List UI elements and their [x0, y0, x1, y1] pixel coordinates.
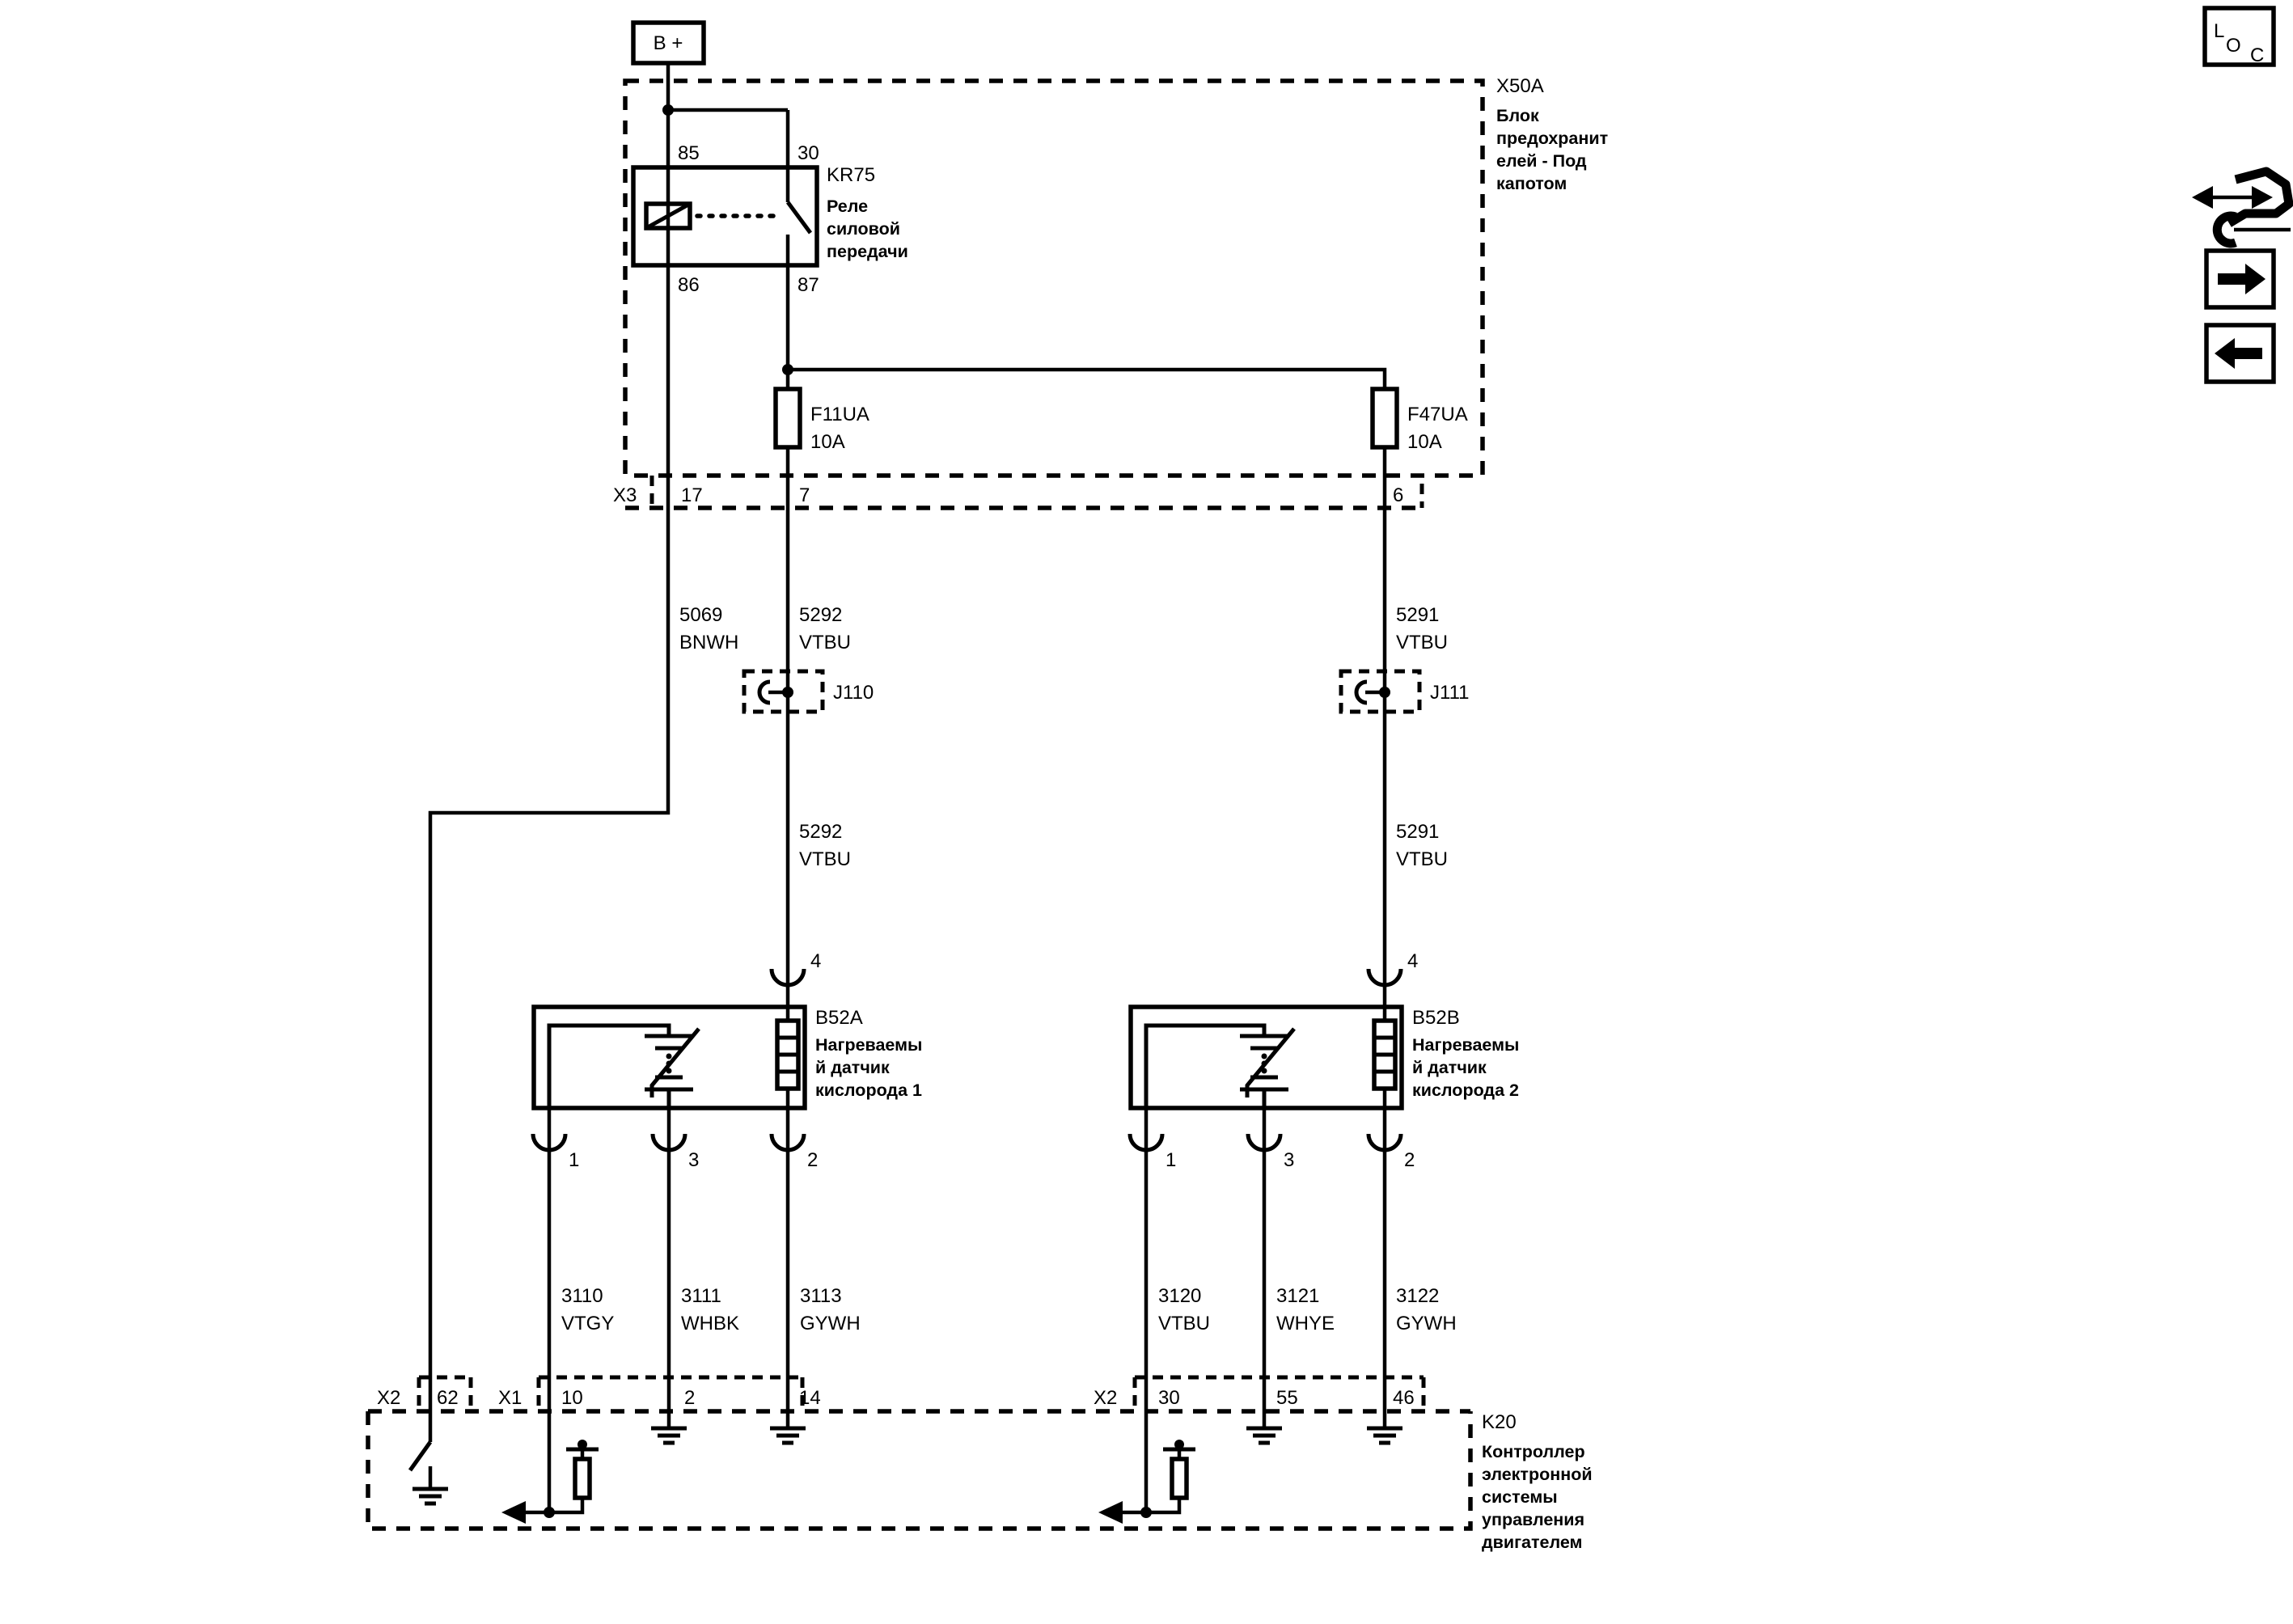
wire-5291-number-2: 5291	[1396, 821, 1440, 843]
connector-x3-pin-7: 7	[799, 484, 810, 506]
ecm-internal-switch	[410, 1442, 448, 1503]
relay-pin-87: 87	[797, 274, 819, 296]
fuse-block-code: X50A	[1496, 75, 1544, 97]
connector-x2-right-pin-30: 30	[1158, 1387, 1180, 1409]
wire-5069-color: BNWH	[679, 632, 739, 653]
splice-j111-label: J111	[1430, 682, 1470, 704]
relay-desc-3: передачи	[827, 242, 908, 261]
connector-x2-left-label: X2	[377, 1387, 401, 1409]
oxygen-sensor-1	[534, 1007, 805, 1108]
sensor1-pin3-label: 3	[688, 1149, 700, 1171]
connector-x1-pin-2: 2	[684, 1387, 696, 1409]
splice-j110	[744, 671, 823, 712]
ecm-ground-x2-55	[1246, 1428, 1282, 1443]
wiggle-test-wrench-icon[interactable]	[2192, 171, 2291, 243]
fuse-f47ua-rating: 10A	[1407, 431, 1442, 453]
wire-5291-number: 5291	[1396, 604, 1440, 626]
loc-letter-o: O	[2226, 35, 2241, 57]
oxygen-sensor-2	[1131, 1007, 1402, 1108]
wire-3113-color: GYWH	[800, 1313, 861, 1334]
ecm-ground-x2-46	[1367, 1428, 1402, 1443]
sensor2-desc-2: й датчик	[1412, 1058, 1487, 1077]
loc-letter-l: L	[2214, 20, 2225, 42]
battery-positive-label: B +	[653, 32, 683, 54]
wire-3113-number: 3113	[800, 1285, 842, 1307]
connector-x3	[625, 476, 1422, 508]
wire-5292-color-2: VTBU	[799, 848, 852, 870]
ecm-desc-2: электронной	[1482, 1465, 1593, 1484]
relay-pin-86: 86	[678, 274, 700, 296]
relay-code: KR75	[827, 164, 876, 186]
sensor2-code: B52B	[1412, 1007, 1460, 1029]
fuse-block-desc-1: Блок	[1496, 106, 1539, 125]
splice-j110-label: J110	[833, 682, 874, 704]
wire-sensor1-low-side	[549, 1108, 669, 1512]
fuse-f11ua-code: F11UA	[810, 404, 869, 425]
loc-letter-c: C	[2250, 44, 2265, 66]
wire-3121-color: WHYE	[1276, 1313, 1335, 1334]
sensor1-desc-1: Нагреваемы	[815, 1035, 923, 1055]
sensor2-pin4-label: 4	[1407, 950, 1419, 972]
connector-x1-pin-14: 14	[799, 1387, 821, 1409]
sensor1-pin4-label: 4	[810, 950, 822, 972]
sensor2-pin2-label: 2	[1404, 1149, 1415, 1171]
relay-pin-85: 85	[678, 142, 700, 164]
relay-desc-2: силовой	[827, 219, 900, 239]
wire-3111-number: 3111	[681, 1285, 721, 1307]
fuse-f11ua	[776, 389, 800, 447]
fuse-block-desc-3: елей - Под	[1496, 151, 1587, 171]
wire-3120-color: VTBU	[1158, 1313, 1211, 1334]
wire-5292-number: 5292	[799, 604, 843, 626]
sensor1-code: B52A	[815, 1007, 863, 1029]
ecm-code: K20	[1482, 1411, 1517, 1433]
ecm-ground-x1-2	[651, 1428, 687, 1443]
sensor2-pin1-label: 1	[1166, 1149, 1177, 1171]
sensor-bottom-pin-connector-icons	[533, 1134, 1401, 1150]
right-arrow-icon	[2218, 264, 2266, 294]
sensor2-desc-3: кислорода 2	[1412, 1081, 1519, 1100]
connector-x3-pin-17: 17	[681, 484, 703, 506]
sensor1-pin1-label: 1	[569, 1149, 580, 1171]
splice-j111	[1341, 671, 1419, 712]
wire-3122-color: GYWH	[1396, 1313, 1457, 1334]
connector-x3-label: X3	[613, 484, 637, 506]
connector-x3-pin-6: 6	[1393, 484, 1404, 506]
fuse-block-underhood-box	[625, 81, 1483, 476]
wire-3110-number: 3110	[561, 1285, 603, 1307]
wire-5291-color-2: VTBU	[1396, 848, 1449, 870]
wire-3110-color: VTGY	[561, 1313, 615, 1334]
wire-5069-number: 5069	[679, 604, 723, 626]
connector-x2-right-pin-55: 55	[1276, 1387, 1298, 1409]
wire-battery-feed	[662, 63, 788, 204]
sensor2-desc-1: Нагреваемы	[1412, 1035, 1520, 1055]
relay-desc-1: Реле	[827, 197, 869, 216]
fuse-f47ua-code: F47UA	[1407, 404, 1468, 425]
fuse-f11ua-rating: 10A	[810, 431, 845, 453]
connector-x2-right-label: X2	[1094, 1387, 1118, 1409]
wire-3111-color: WHBK	[681, 1313, 739, 1334]
fuse-block-desc-4: капотом	[1496, 174, 1567, 193]
wire-5292-number-2: 5292	[799, 821, 843, 843]
wire-3121-number: 3121	[1276, 1285, 1320, 1307]
wire-3122-number: 3122	[1396, 1285, 1440, 1307]
ecm-desc-1: Контроллер	[1482, 1442, 1585, 1461]
left-arrow-icon	[2215, 338, 2262, 369]
wire-sensor2-low-side	[1146, 1108, 1264, 1512]
nav-back-button[interactable]	[2206, 325, 2274, 382]
fuse-f47ua	[1373, 389, 1397, 447]
sensor1-pin2-label: 2	[807, 1149, 819, 1171]
ecm-desc-3: системы	[1482, 1487, 1558, 1507]
wire-5291-vtbu	[788, 370, 1385, 1428]
ecm-desc-4: управления	[1482, 1510, 1585, 1529]
wire-5291-color: VTBU	[1396, 632, 1449, 653]
wire-3120-number: 3120	[1158, 1285, 1202, 1307]
sensor1-desc-3: кислорода 1	[815, 1081, 922, 1100]
connector-x2-left-pin-62: 62	[437, 1387, 459, 1409]
nav-forward-button[interactable]	[2206, 251, 2274, 307]
sensor2-pin3-label: 3	[1284, 1149, 1295, 1171]
connector-x1-label: X1	[498, 1387, 522, 1409]
relay-pin-30: 30	[797, 142, 819, 164]
ecm-desc-5: двигателем	[1482, 1533, 1583, 1552]
fuse-block-desc-2: предохранит	[1496, 129, 1609, 148]
connector-x1-pin-10: 10	[561, 1387, 583, 1409]
connector-x2-right-pin-46: 46	[1393, 1387, 1415, 1409]
wire-5292-color: VTBU	[799, 632, 852, 653]
ecm-ground-x1-14	[770, 1428, 806, 1443]
sensor1-desc-2: й датчик	[815, 1058, 890, 1077]
